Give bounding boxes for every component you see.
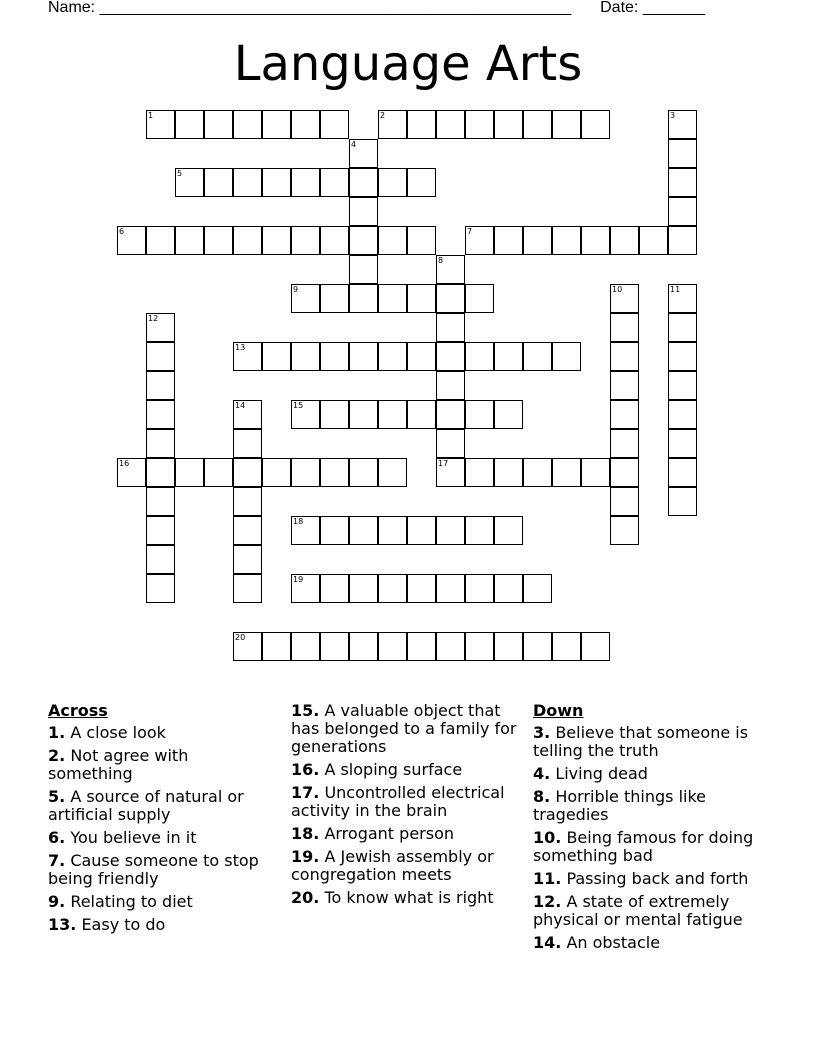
cell-number: 13 [235,343,246,352]
crossword-cell[interactable] [233,516,262,545]
date-field[interactable]: _______ [642,0,706,16]
crossword-cell[interactable] [581,632,610,661]
crossword-cell[interactable] [494,110,523,139]
clue-across-16: 16. A sloping surface [291,760,463,779]
crossword-cell[interactable] [436,458,465,487]
crossword-cell[interactable] [465,342,494,371]
crossword-cell[interactable] [436,371,465,400]
clue-across-13: 13. Easy to do [48,915,166,934]
crossword-cell[interactable] [523,458,552,487]
crossword-cell[interactable] [494,458,523,487]
crossword-cell[interactable] [668,429,697,458]
crossword-cell[interactable] [146,487,175,516]
crossword-cell[interactable] [523,110,552,139]
crossword-cell[interactable] [552,458,581,487]
crossword-cell[interactable] [610,342,639,371]
crossword-cell[interactable] [233,458,262,487]
down-clues-column [533,702,773,957]
crossword-cell[interactable] [146,371,175,400]
crossword-cell[interactable] [378,632,407,661]
crossword-cell[interactable] [320,574,349,603]
crossword-cell[interactable] [668,197,697,226]
crossword-cell[interactable] [117,226,146,255]
crossword-cell[interactable] [262,632,291,661]
crossword-cell[interactable] [436,284,465,313]
crossword-cell[interactable] [320,168,349,197]
crossword-cell[interactable] [378,168,407,197]
crossword-cell[interactable] [581,226,610,255]
crossword-cell[interactable] [639,226,668,255]
crossword-cell[interactable] [349,168,378,197]
crossword-cell[interactable] [407,632,436,661]
crossword-cell[interactable] [610,313,639,342]
crossword-cell[interactable] [233,487,262,516]
crossword-cell[interactable] [146,458,175,487]
cell-number: 12 [148,314,159,323]
crossword-cell[interactable] [494,342,523,371]
crossword-cell[interactable] [349,574,378,603]
crossword-cell[interactable] [320,400,349,429]
across-clues-column-2 [291,702,521,912]
crossword-cell[interactable] [668,284,697,313]
crossword-cell[interactable] [233,342,262,371]
crossword-cell[interactable] [146,342,175,371]
crossword-cell[interactable] [349,284,378,313]
crossword-cell[interactable] [552,342,581,371]
cell-number: 4 [351,140,357,149]
crossword-cell[interactable] [581,458,610,487]
down-heading: Down [533,701,584,720]
crossword-cell[interactable] [552,226,581,255]
crossword-cell[interactable] [610,400,639,429]
crossword-cell[interactable] [175,168,204,197]
name-label: Name: [48,0,96,16]
cell-number: 11 [670,285,681,294]
cell-number: 16 [119,459,130,468]
crossword-cell[interactable] [407,516,436,545]
crossword-cell[interactable] [668,458,697,487]
clue-down-3: 3. Believe that someone is telling the truth [533,723,749,760]
crossword-cell[interactable] [581,110,610,139]
cell-number: 18 [293,517,304,526]
crossword-cell[interactable] [320,516,349,545]
cell-number: 8 [438,256,444,265]
clue-across-9: 9. Relating to diet [48,892,193,911]
cell-number: 6 [119,227,125,236]
crossword-cell[interactable] [262,342,291,371]
crossword-cell[interactable] [407,342,436,371]
crossword-cell[interactable] [407,110,436,139]
crossword-cell[interactable] [436,110,465,139]
crossword-cell[interactable] [436,574,465,603]
crossword-cell[interactable] [436,516,465,545]
crossword-cell[interactable] [146,516,175,545]
clue-down-4: 4. Living dead [533,764,648,783]
crossword-cell[interactable] [407,400,436,429]
crossword-cell[interactable] [378,226,407,255]
crossword-cell[interactable] [291,226,320,255]
crossword-cell[interactable] [349,400,378,429]
crossword-cell[interactable] [349,139,378,168]
crossword-cell[interactable] [523,574,552,603]
crossword-cell[interactable] [378,400,407,429]
clue-across-7: 7. Cause someone to stop being friendly [48,851,259,888]
clue-across-1: 1. A close look [48,723,166,742]
crossword-cell[interactable] [349,632,378,661]
crossword-cell[interactable] [668,139,697,168]
crossword-cell[interactable] [262,226,291,255]
crossword-cell[interactable] [610,284,639,313]
crossword-cell[interactable] [320,632,349,661]
crossword-cell[interactable] [494,400,523,429]
crossword-cell[interactable] [320,284,349,313]
crossword-cell[interactable] [204,458,233,487]
crossword-cell[interactable] [146,226,175,255]
crossword-cell[interactable] [146,429,175,458]
crossword-cell[interactable] [436,400,465,429]
crossword-cell[interactable] [146,545,175,574]
cell-number: 9 [293,285,299,294]
crossword-cell[interactable] [233,545,262,574]
crossword-cell[interactable] [465,632,494,661]
crossword-cell[interactable] [204,168,233,197]
clue-across-18: 18. Arrogant person [291,824,454,843]
crossword-cell[interactable] [233,429,262,458]
cell-number: 3 [670,111,676,120]
clue-across-19: 19. A Jewish assembly or congregation meets [291,847,494,884]
crossword-cell[interactable] [291,632,320,661]
crossword-cell[interactable] [117,458,146,487]
crossword-cell[interactable] [436,632,465,661]
crossword-cell[interactable] [378,574,407,603]
clue-across-15: 15. A valuable object that has belonged to a family for generations [291,701,517,756]
crossword-cell[interactable] [668,226,697,255]
clue-down-11: 11. Passing back and forth [533,869,749,888]
crossword-cell[interactable] [378,110,407,139]
crossword-cell[interactable] [436,313,465,342]
crossword-cell[interactable] [349,197,378,226]
crossword-cell[interactable] [668,168,697,197]
crossword-cell[interactable] [552,110,581,139]
crossword-cell[interactable] [233,110,262,139]
date-label: Date: [600,0,639,16]
crossword-cell[interactable] [407,284,436,313]
page-title: Language Arts [233,36,583,92]
crossword-cell[interactable] [668,371,697,400]
cell-number: 5 [177,169,183,178]
crossword-cell[interactable] [610,371,639,400]
crossword-cell[interactable] [320,110,349,139]
crossword-cell[interactable] [465,226,494,255]
crossword-cell[interactable] [146,313,175,342]
cell-number: 1 [148,111,154,120]
crossword-cell[interactable] [349,226,378,255]
crossword-cell[interactable] [378,342,407,371]
crossword-cell[interactable] [175,110,204,139]
crossword-cell[interactable] [233,168,262,197]
crossword-cell[interactable] [668,400,697,429]
crossword-cell[interactable] [610,516,639,545]
clue-across-20: 20. To know what is right [291,888,494,907]
crossword-cell[interactable] [320,342,349,371]
crossword-cell[interactable] [523,226,552,255]
cell-number: 2 [380,111,386,120]
crossword-cell[interactable] [523,632,552,661]
clue-across-5: 5. A source of natural or artificial supply [48,787,244,824]
clue-down-14: 14. An obstacle [533,933,661,952]
crossword-cell[interactable] [175,458,204,487]
crossword-cell[interactable] [146,400,175,429]
crossword-cell[interactable] [552,632,581,661]
across-heading: Across [48,701,108,720]
crossword-cell[interactable] [349,458,378,487]
crossword-cell[interactable] [610,226,639,255]
crossword-cell[interactable] [146,110,175,139]
crossword-cell[interactable] [262,458,291,487]
clue-across-17: 17. Uncontrolled electrical activity in the brain [291,783,505,820]
crossword-cell[interactable] [291,110,320,139]
crossword-cell[interactable] [349,255,378,284]
crossword-cell[interactable] [262,168,291,197]
crossword-cell[interactable] [204,226,233,255]
crossword-cell[interactable] [204,110,233,139]
name-field[interactable]: _____________________________________________________ [99,0,572,16]
crossword-cell[interactable] [233,632,262,661]
clue-down-12: 12. A state of extremely physical or mental fatigue [533,892,743,929]
crossword-cell[interactable] [494,226,523,255]
crossword-cell[interactable] [291,168,320,197]
crossword-cell[interactable] [668,342,697,371]
crossword-cell[interactable] [320,226,349,255]
crossword-cell[interactable] [378,516,407,545]
crossword-cell[interactable] [407,168,436,197]
crossword-cell[interactable] [465,458,494,487]
crossword-cell[interactable] [494,632,523,661]
clue-down-10: 10. Being famous for doing something bad [533,828,754,865]
crossword-cell[interactable] [349,516,378,545]
crossword-cell[interactable] [465,574,494,603]
crossword-cell[interactable] [610,487,639,516]
crossword-cell[interactable] [291,284,320,313]
crossword-cell[interactable] [436,342,465,371]
crossword-cell[interactable] [436,429,465,458]
crossword-cell[interactable] [436,255,465,284]
crossword-cell[interactable] [291,574,320,603]
crossword-cell[interactable] [610,458,639,487]
crossword-cell[interactable] [668,487,697,516]
across-clues-column-1 [48,702,278,939]
clue-across-6: 6. You believe in it [48,828,197,847]
cell-number: 17 [438,459,449,468]
crossword-cell[interactable] [233,400,262,429]
crossword-cell[interactable] [291,400,320,429]
crossword-cell[interactable] [291,458,320,487]
crossword-cell[interactable] [668,313,697,342]
crossword-cell[interactable] [494,574,523,603]
crossword-cell[interactable] [233,574,262,603]
crossword-cell[interactable] [378,458,407,487]
crossword-cell[interactable] [262,110,291,139]
crossword-cell[interactable] [146,574,175,603]
crossword-cell[interactable] [465,400,494,429]
cell-number: 14 [235,401,246,410]
crossword-cell[interactable] [233,226,262,255]
crossword-cell[interactable] [610,429,639,458]
crossword-cell[interactable] [349,342,378,371]
cell-number: 7 [467,227,473,236]
crossword-cell[interactable] [320,458,349,487]
cell-number: 15 [293,401,304,410]
clue-across-2: 2. Not agree with something [48,746,189,783]
crossword-cell[interactable] [175,226,204,255]
crossword-cell[interactable] [668,110,697,139]
crossword-cell[interactable] [291,342,320,371]
crossword-cell[interactable] [523,342,552,371]
crossword-cell[interactable] [407,574,436,603]
cell-number: 10 [612,285,623,294]
crossword-cell[interactable] [465,516,494,545]
crossword-cell[interactable] [465,284,494,313]
cell-number: 20 [235,633,246,642]
crossword-cell[interactable] [494,516,523,545]
crossword-cell[interactable] [378,284,407,313]
clue-down-8: 8. Horrible things like tragedies [533,787,706,824]
cell-number: 19 [293,575,304,584]
crossword-cell[interactable] [407,226,436,255]
crossword-cell[interactable] [291,516,320,545]
crossword-cell[interactable] [465,110,494,139]
